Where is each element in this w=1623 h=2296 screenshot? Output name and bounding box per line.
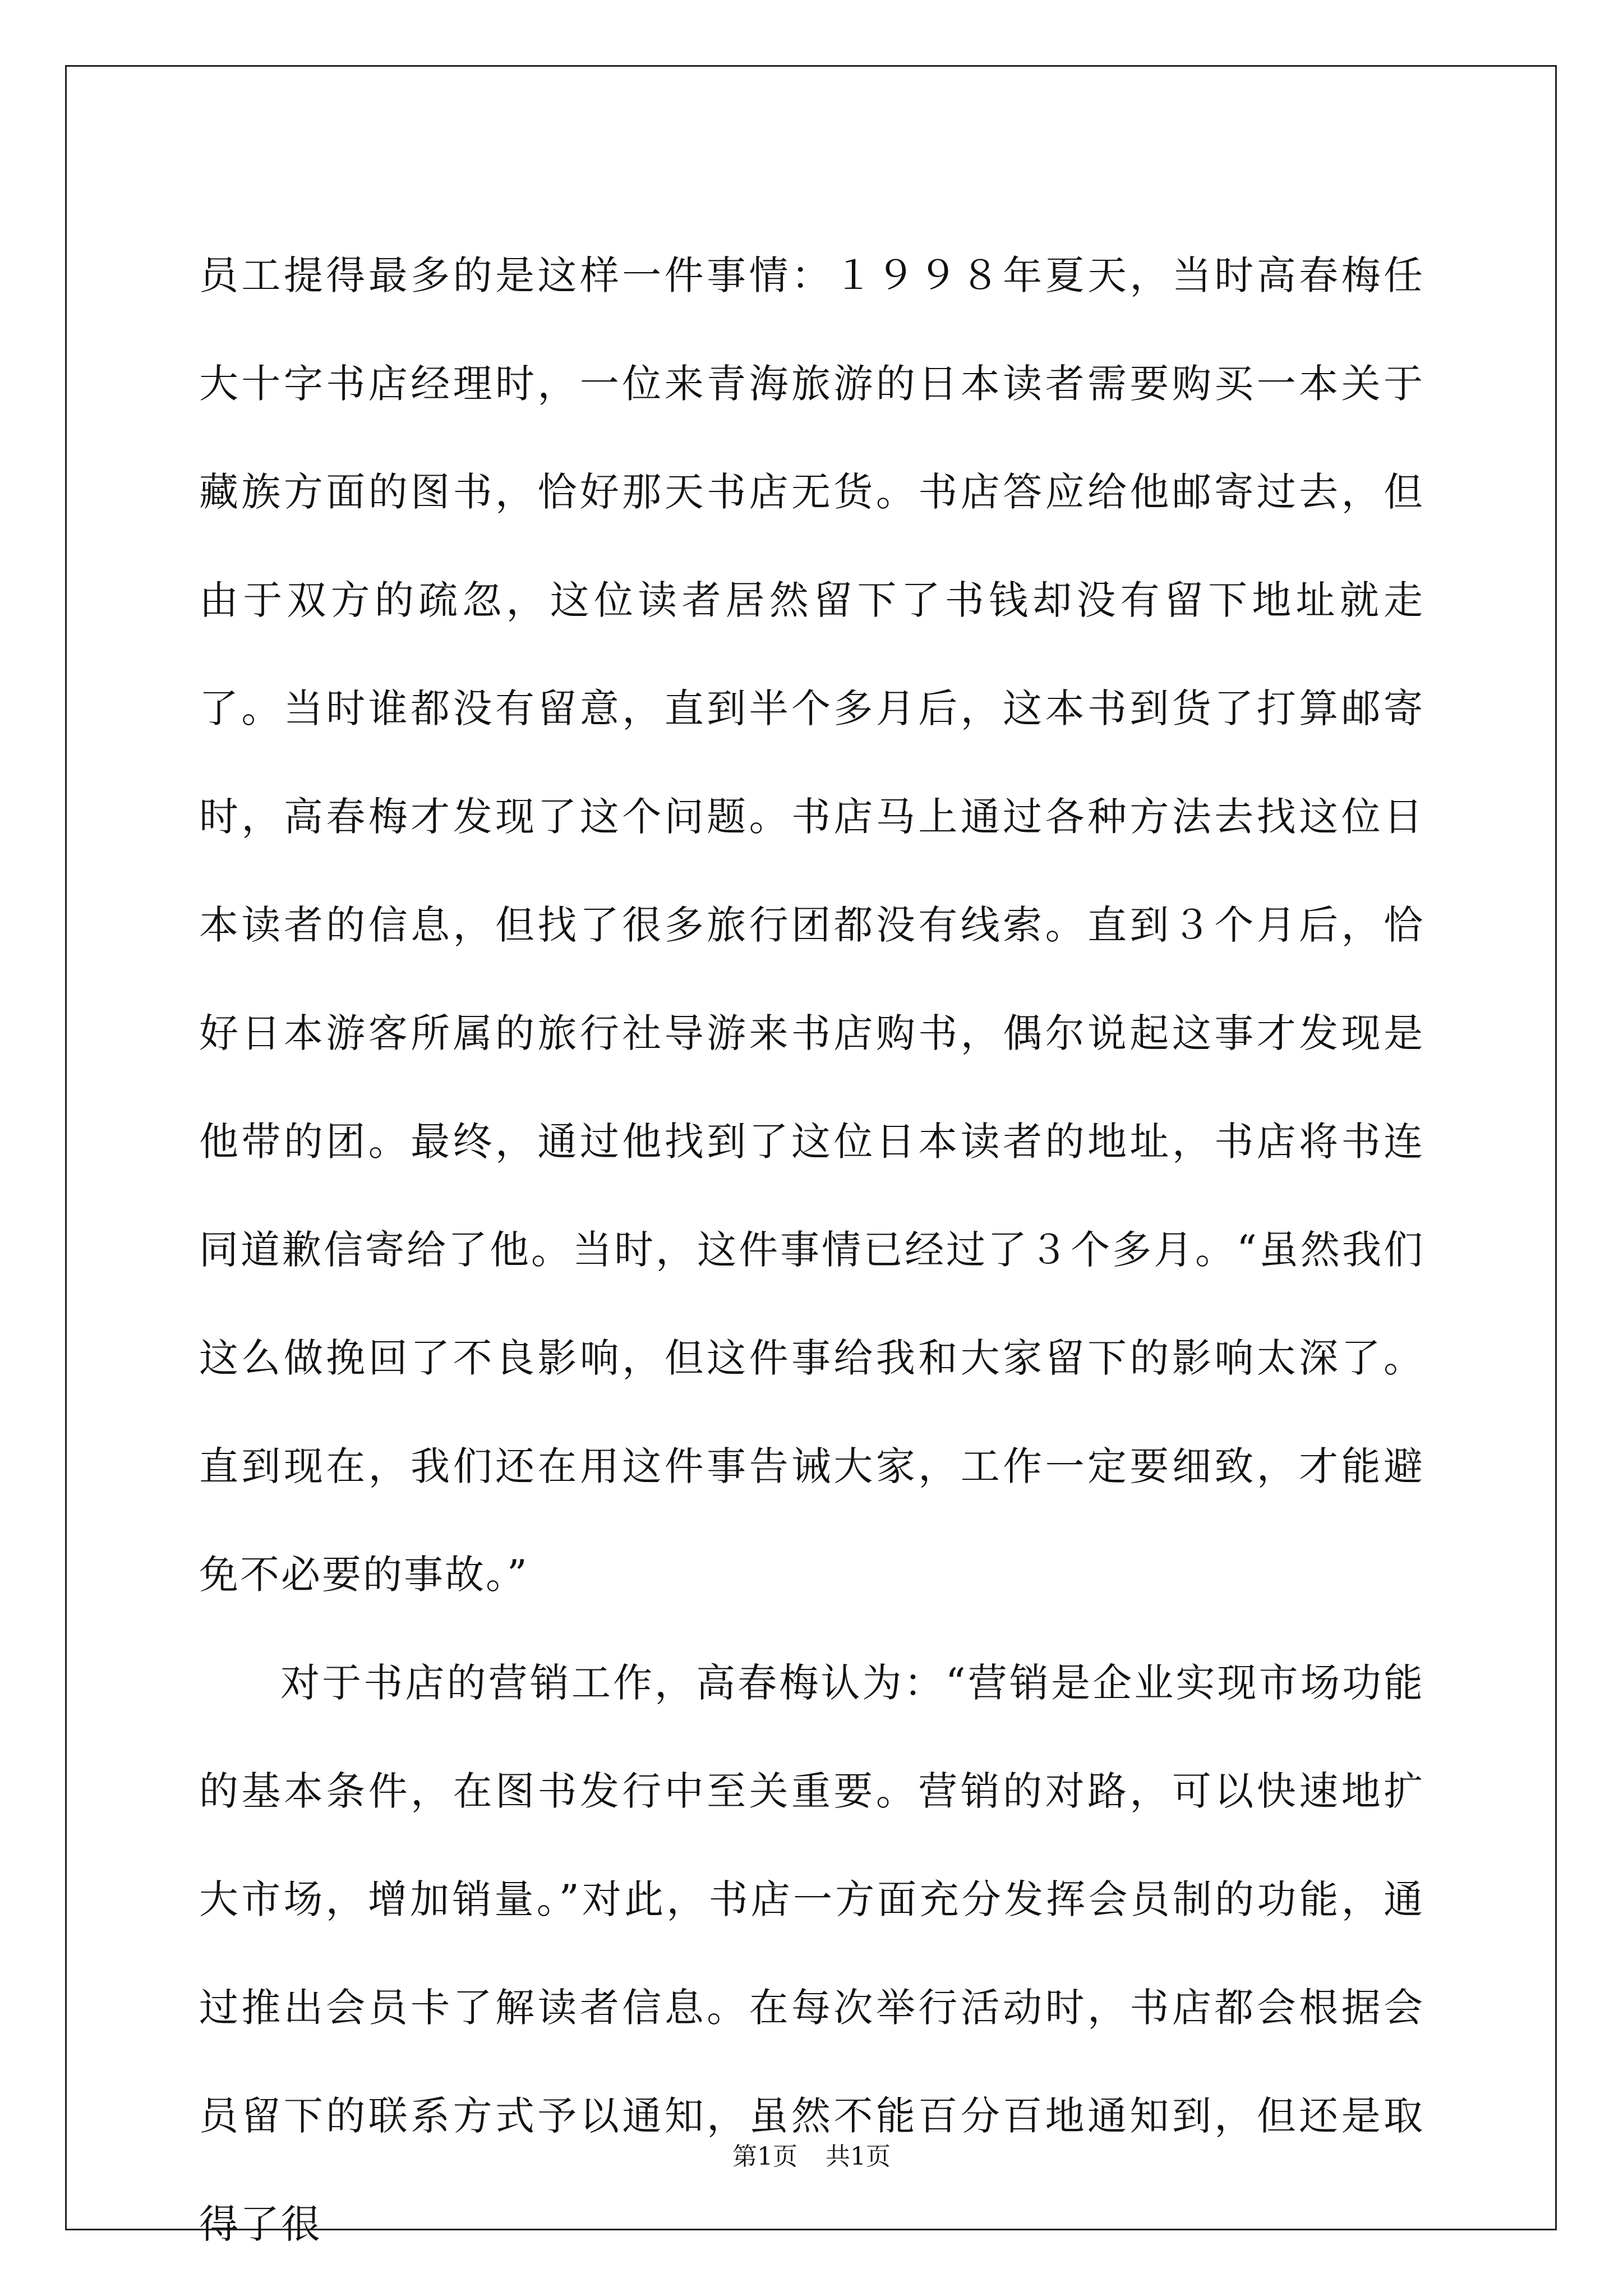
page-number: 第1页 bbox=[732, 2142, 797, 2171]
paragraph-2: 对于书店的营销工作，高春梅认为：“营销是企业实现市场功能的基本条件，在图书发行中至关重要。营销的对路，可以快速地扩大市场，增加销量。”对此，书店一方面充分发挥会员制的功能，通过推出会员卡了解读者信息。在每次举行活动时，书店都会根据会员留下的联系方式予以通知，虽然不能百分百地通知到，但还是取得了很 bbox=[199, 1660, 1424, 2247]
page-total: 共1页 bbox=[826, 2142, 891, 2171]
paragraph-1: 员工提得最多的是这样一件事情：１９９８年夏天，当时高春梅任大十字书店经理时，一位来青海旅游的日本读者需要购买一本关于藏族方面的图书，恰好那天书店无货。书店答应给他邮寄过去，但由于双方的疏忽，这位读者居然留下了书钱却没有留下地址就走了。当时谁都没有留意，直到半个多月后，这本书到货了打算邮寄时，高春梅才发现了这个问题。书店马上通过各种方法去找这位日本读者的信息，但找了很多旅行团都没有线索。直到３个月后，恰好日本游客所属的旅行社导游来书店购书，偶尔说起这事才发现是他带的团。最终，通过他找到了这位日本读者的地址，书店将书连同道歉信寄给了他。当时，这件事情已经过了３个多月。“虽然我们这么做挽回了不良影响，但这件事给我和大家留下的影响太深了。直到现在，我们还在用这件事告诫大家，工作一定要细致，才能避免不必要的事故。” bbox=[199, 252, 1424, 1598]
page-footer bbox=[0, 2140, 1623, 2174]
document-body bbox=[199, 222, 1424, 2279]
